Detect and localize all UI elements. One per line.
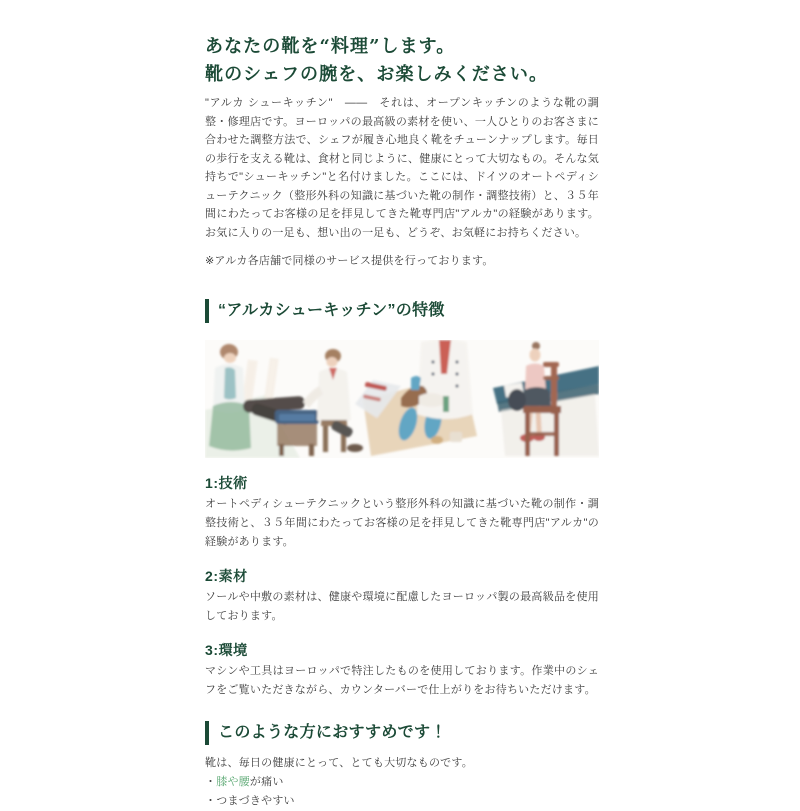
- feature-3-title: 3:環境: [205, 642, 248, 658]
- feature-2-title: 2:素材: [205, 568, 248, 584]
- page-title: [205, 33, 599, 89]
- list-item-highlight: 膝や腰: [216, 776, 250, 788]
- recommend-lead: 靴は、毎日の健康にとって、とても大切なものです。: [205, 757, 473, 769]
- recommend-list: [205, 773, 599, 811]
- heading-accent-bar: [205, 299, 209, 323]
- feature-1-title: 1:技術: [205, 475, 248, 491]
- list-bullet: ・: [205, 795, 217, 807]
- features-heading-label: “アルカシューキッチン”の特徴: [218, 302, 445, 319]
- list-item: [205, 792, 599, 811]
- list-item-text: つまづきやすい: [216, 795, 295, 807]
- page-title-line2: 靴のシェフの腕を、お楽しみください。: [205, 64, 549, 85]
- intro-paragraph: "アルカ シューキッチン" ―― それは、オープンキッチンのような靴の調整・修理店です。ヨーロッパの最高級の素材を使い、一人ひとりのお客さまに合わせた調整方法で、シェフが履き心地良く靴をチューンナップします。毎日の歩行を支える靴は、食材と同じように、健康にとって大切なもの。そんな気持ちで"シューキッチン"と名付けました。ここには、ドイツのオートペディシューテクニック（整形外科の知識に基づいた靴の制作・調整技術）と、３５年間にわたってお客様の足を拝見してきた靴専門店"アルカ"の経験があります。お気に入りの一足も、想い出の一足も、どうぞ、お気軽にお持ちください。: [205, 97, 599, 239]
- recommend-section-heading: [205, 720, 599, 746]
- list-item: [205, 773, 599, 792]
- page-title-line1: あなたの靴を“料理”します。: [205, 36, 456, 57]
- feature-3-body: マシンや工具はヨーロッパで特注したものを使用しております。作業中のシェフをご覧いただきながら、カウンターバーで仕上がりをお待ちいただけます。: [205, 665, 599, 696]
- recommend-heading-label: このような方におすすめです！: [218, 724, 447, 741]
- list-item-text: が痛い: [249, 776, 284, 788]
- watercolor-shoe-kitchen-illustration: [205, 340, 599, 458]
- service-note: ※アルカ各店舗で同様のサービス提供を行っております。: [205, 255, 494, 267]
- feature-1-body: オートペディシューテクニックという整形外科の知識に基づいた靴の制作・調整技術と、３５年間にわたってお客様の足を拝見してきた靴専門店"アルカ"の経験があります。: [205, 498, 599, 548]
- list-bullet: ・: [205, 776, 217, 788]
- main-content-column: [205, 0, 599, 811]
- features-section-heading: [205, 298, 599, 324]
- feature-2-body: ソールや中敷の素材は、健康や環境に配慮したヨーロッパ製の最高級品を使用しております。: [205, 591, 599, 622]
- heading-accent-bar: [205, 721, 209, 745]
